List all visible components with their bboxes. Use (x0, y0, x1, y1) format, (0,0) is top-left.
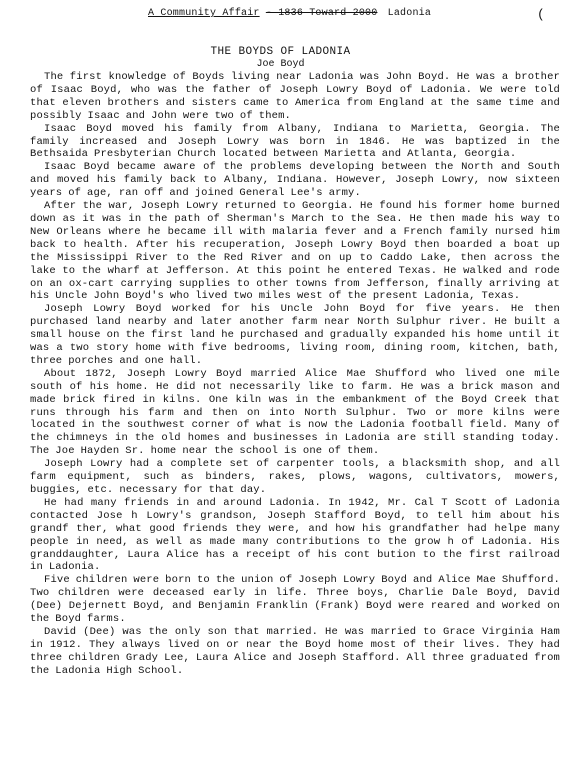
paragraph: Isaac Boyd became aware of the problems developing between the North and South and moved his family back to Albany, Indiana. However, Joseph Lowry, now sixteen years of age, ran off and joined General Lee's army. (30, 161, 560, 200)
article-author: Joe Boyd (256, 59, 305, 70)
paragraph: Joseph Lowry had a complete set of carpenter tools, a blacksmith shop, and all farm equipment, such as binders, rakes, plows, wagons, cultivators, mowers, buggies, etc. necessary for that day. (30, 458, 560, 496)
paragraph: Five children were born to the union of Joseph Lowry Boyd and Alice Mae Shufford. Two children were deceased early in life. Three boys, Charlie Dale Boyd, David (Dee) Dejernett Boyd, and Benjamin Franklin (Frank) Boyd were reared and worked on the Boyd farms. (30, 574, 560, 626)
header-struck-dates: - 1836 Toward 2000 (265, 8, 378, 19)
article-title: THE BOYDS OF LADONIA (210, 46, 351, 58)
corner-mark: ( (537, 7, 545, 22)
header-town: Ladonia (387, 8, 432, 19)
paragraph: The first knowledge of Boyds living near Ladonia was John Boyd. He was a brother of Isaac Boyd, who was the father of Joseph Lowry Boyd of Ladonia. We were told that eleven brothers and sisters came to America from England at the same time and possibly Isaac and John were two of them. (30, 71, 560, 122)
paragraph: About 1872, Joseph Lowry Boyd married Alice Mae Shufford who lived one mile south of his home. He did not necessarily like to farm. He was a brick mason and made brick fired in kilns. One kiln was in the embankment of the Boyd Creek that runs through his farm and then on into North Sulphur. Two or more kilns were located in the southwest corner of what is now the Ladonia football field. Many of the chimneys in the old homes and businesses in Ladonia are still standing today. The Joe Hayden Sr. home near the school is one of them. (30, 367, 560, 458)
running-header (148, 8, 431, 19)
article-body (30, 71, 560, 678)
header-book-title: A Community Affair (148, 8, 260, 19)
paragraph: He had many friends in and around Ladonia. In 1942, Mr. Cal T Scott of Ladonia contacted Jose h Lowry's grandson, Joseph Stafford Boyd, to tell him about his grandf ther, what good friends they were, and how his grandfather had helpe many people in need, as well as made many contributions to the grow h of Ladonia. His granddaughter, Laura Alice has a receipt of his cont bution to the first railroad in Ladonia. (30, 496, 560, 574)
paragraph: Joseph Lowry Boyd worked for his Uncle John Boyd for five years. He then purchased land nearby and later another farm near North Sulphur river. He built a small house on the first land he purchased and gradually expanded his home until it was a two story home with five bedrooms, living room, dining room, kitchen, bath, three porches and one hall. (30, 303, 560, 367)
paragraph: After the war, Joseph Lowry returned to Georgia. He found his former home burned down as it was in the path of Sherman's March to the Sea. He then made his way to New Orleans where he became ill with malaria fever and a French family nursed him back to health. After his recuperation, Joseph Lowry Boyd then boarded a boat up the Mississippi River to the Red River and on up to Caddo Lake, then across the lake to the wharf at Jefferson. At this point he entered Texas. He walked and rode on an ox-cart carrying supplies to other towns from Jefferson, finally arriving at his Uncle John Boyd's who lived two miles west of the present Ladonia, Texas. (30, 200, 560, 303)
paragraph: David (Dee) was the only son that married. He was married to Grace Virginia Ham in 1912. They always lived on or near the Boyd home most of their lives. They had three children Grady Lee, Laura Alice and Joseph Stafford. All three graduated from the Ladonia High School. (30, 625, 560, 677)
paragraph: Isaac Boyd moved his family from Albany, Indiana to Marietta, Georgia. The family increased and Joseph Lowry was born in 1846. He was baptized in the Bethsaida Presbyterian Church located between Marietta and Atlanta, Georgia. (30, 122, 560, 161)
